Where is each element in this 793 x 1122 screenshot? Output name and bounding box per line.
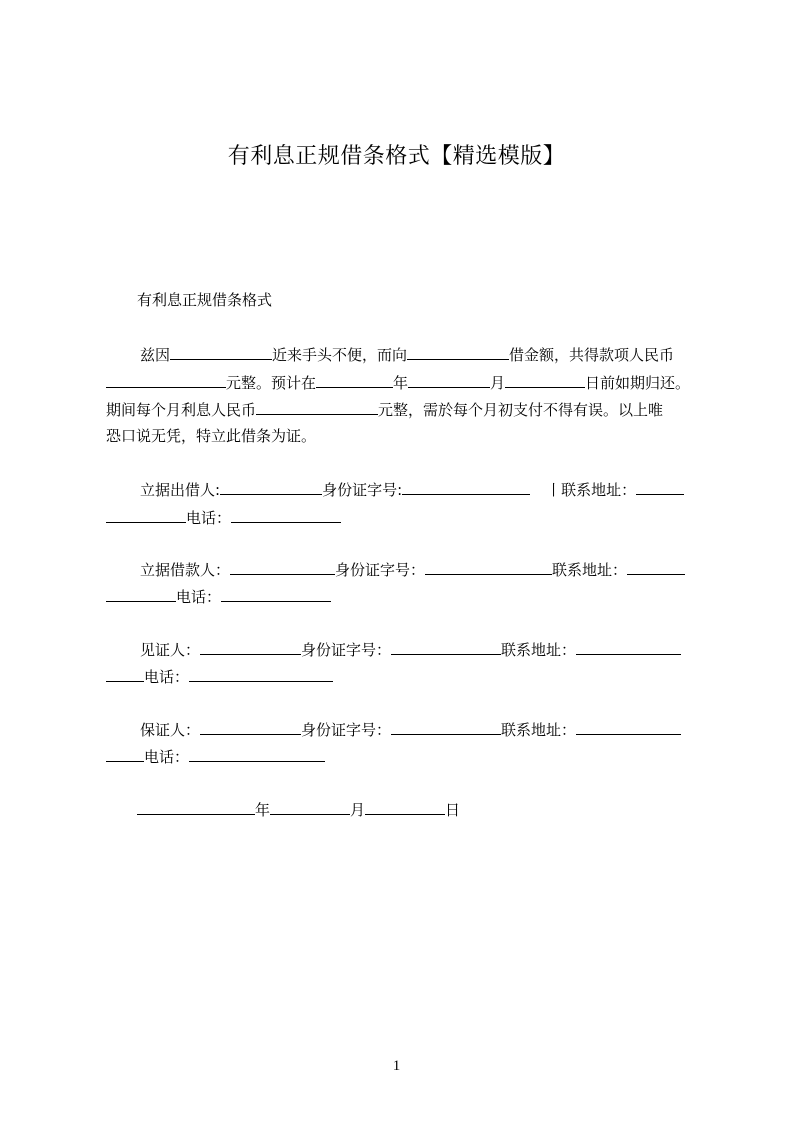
lender-phone-field[interactable]: [231, 507, 341, 523]
guarantor-address-field-cont[interactable]: [106, 746, 144, 762]
page-number: 1: [392, 1058, 401, 1074]
body-line-1: [140, 344, 674, 365]
separator-mark: 丨: [546, 481, 562, 499]
date-day-label: 日: [445, 801, 461, 819]
document-subtitle: 有利息正规借条格式: [137, 291, 273, 309]
lender-address-label: 联系地址：: [561, 481, 637, 499]
lender-phone-label: 电话：: [186, 509, 232, 527]
borrower-address-field-cont[interactable]: [106, 586, 176, 602]
borrower-id-label: 身份证字号：: [335, 561, 426, 579]
borrower-phone-label: 电话：: [176, 588, 222, 606]
body-text: 月: [490, 374, 506, 392]
guarantor-id-label: 身份证字号：: [301, 721, 392, 739]
witness-id-field[interactable]: [391, 639, 501, 655]
witness-phone-field[interactable]: [189, 666, 333, 682]
date-line: [137, 799, 460, 820]
witness-name-field[interactable]: [200, 639, 301, 655]
lender-line-2: [106, 507, 341, 528]
borrower-id-field[interactable]: [425, 559, 552, 575]
guarantor-name-field[interactable]: [200, 719, 301, 735]
witness-line-2: [106, 666, 333, 687]
witness-id-label: 身份证字号：: [301, 641, 392, 659]
date-month-field[interactable]: [270, 799, 350, 815]
witness-address-field-cont[interactable]: [106, 666, 144, 682]
witness-phone-label: 电话：: [144, 668, 190, 686]
date-month-label: 月: [350, 801, 366, 819]
blank-year[interactable]: [316, 372, 393, 388]
guarantor-address-field[interactable]: [576, 719, 681, 735]
lender-line-1: [140, 479, 684, 500]
guarantor-line-1: [140, 719, 681, 740]
witness-address-field[interactable]: [576, 639, 681, 655]
lender-name-field[interactable]: [220, 479, 322, 495]
blank-month[interactable]: [408, 372, 490, 388]
borrower-line-1: [140, 559, 685, 580]
date-day-field[interactable]: [365, 799, 445, 815]
borrower-address-field[interactable]: [627, 559, 685, 575]
body-text: 近来手头不便，而向: [272, 346, 408, 364]
body-text: 日前如期归还。: [585, 374, 691, 392]
body-line-2: [106, 372, 690, 393]
witness-line-1: [140, 639, 681, 660]
guarantor-label: 保证人：: [140, 721, 201, 739]
blank-amount[interactable]: [106, 372, 226, 388]
date-year-field[interactable]: [137, 799, 255, 815]
borrower-address-label: 联系地址：: [552, 561, 628, 579]
lender-address-field-cont[interactable]: [106, 507, 186, 523]
body-line-4: 恐口说无凭，特立此借条为证。: [106, 427, 317, 445]
guarantor-phone-field[interactable]: [189, 746, 325, 762]
guarantor-address-label: 联系地址：: [501, 721, 577, 739]
lender-id-field[interactable]: [402, 479, 530, 495]
lender-address-field[interactable]: [636, 479, 684, 495]
guarantor-id-field[interactable]: [391, 719, 501, 735]
witness-label: 见证人：: [140, 641, 201, 659]
body-text: 元整，需於每个月初支付不得有误。以上唯: [378, 401, 664, 419]
lender-label: 立据出借人:: [140, 481, 221, 499]
body-text: 兹因: [140, 346, 171, 364]
borrower-name-field[interactable]: [230, 559, 335, 575]
blank-interest[interactable]: [256, 399, 378, 415]
borrower-label: 立据借款人：: [140, 561, 231, 579]
lender-id-label: 身份证字号:: [322, 481, 403, 499]
borrower-phone-field[interactable]: [221, 586, 331, 602]
blank-reason[interactable]: [170, 344, 272, 360]
witness-address-label: 联系地址：: [501, 641, 577, 659]
body-text: 借金额，共得款项人民币: [509, 346, 675, 364]
body-line-3: [106, 399, 663, 420]
date-year-label: 年: [255, 801, 271, 819]
body-text: 元整。预计在: [226, 374, 317, 392]
borrower-line-2: [106, 586, 331, 607]
guarantor-phone-label: 电话：: [144, 748, 190, 766]
blank-lender-name[interactable]: [407, 344, 509, 360]
body-text: 年: [393, 374, 409, 392]
blank-day[interactable]: [505, 372, 585, 388]
document-title: 有利息正规借条格式【精选模版】: [227, 144, 566, 169]
guarantor-line-2: [106, 746, 325, 767]
body-text: 期间每个月利息人民币: [106, 401, 257, 419]
